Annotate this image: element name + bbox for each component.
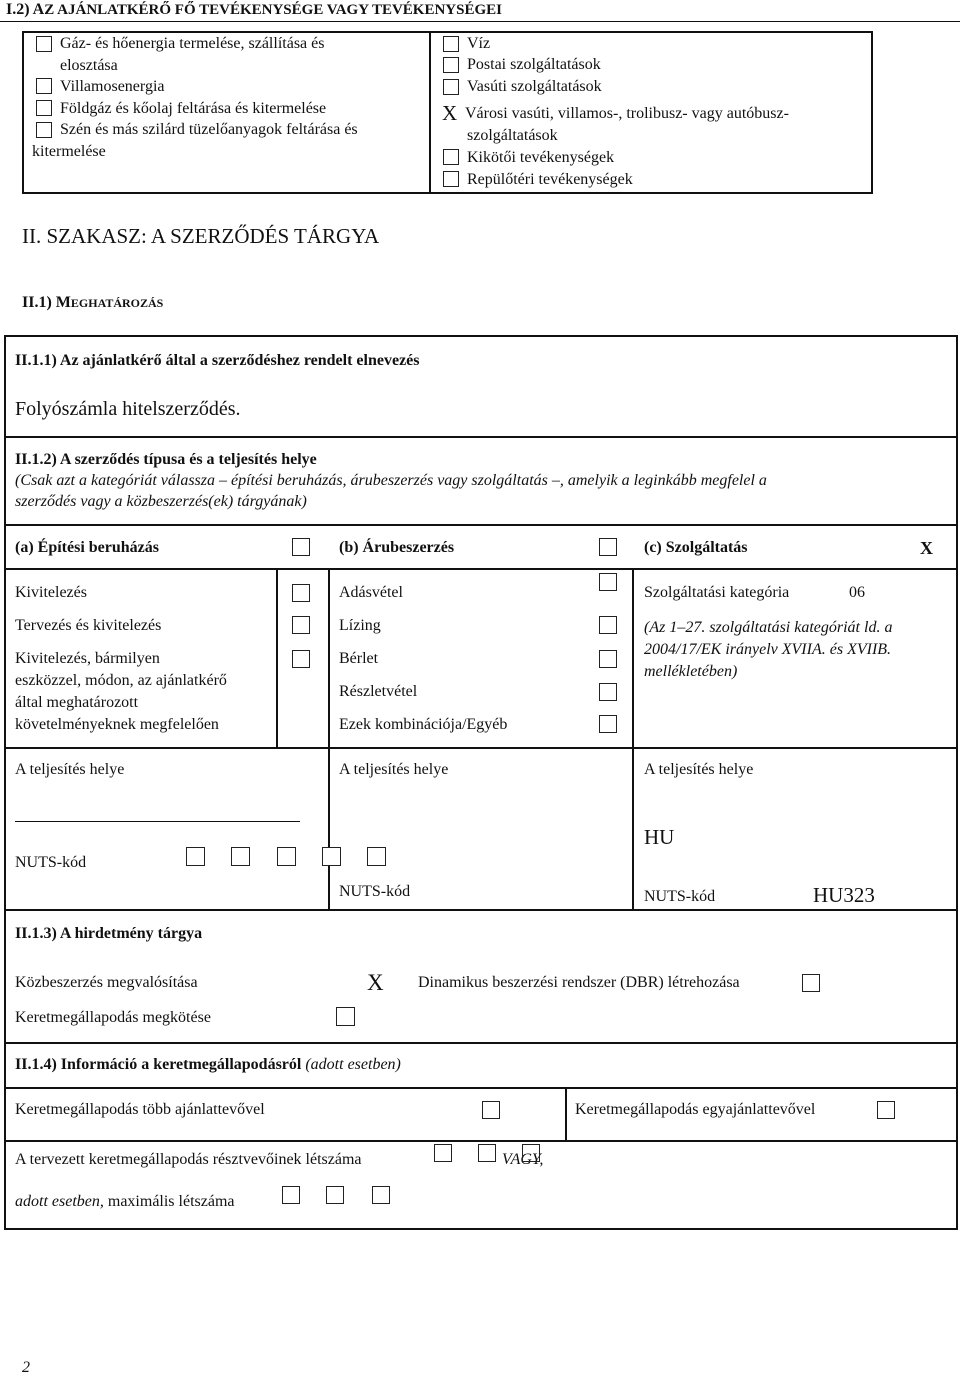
- checkbox-a-item-1[interactable]: [292, 584, 310, 602]
- checkbox-postal[interactable]: [443, 57, 459, 73]
- b-item-3: Bérlet: [339, 650, 379, 667]
- c-note-l1: (Az 1–27. szolgáltatási kategóriát ld. a: [644, 619, 893, 636]
- s213-opt1-label: Közbeszerzés megvalósítása: [15, 974, 198, 991]
- s213-opt2-label: Dinamikus beszerzési rendszer (DBR) létrehozása: [418, 974, 740, 991]
- s214-multi-label: Keretmegállapodás több ajánlattevővel: [15, 1101, 265, 1118]
- type-c-label: (c) Szolgáltatás: [644, 539, 748, 556]
- activity-oil-gas: Földgáz és kőolaj feltárása és kitermelése: [60, 100, 327, 117]
- c-nuts-value: HU323: [813, 883, 875, 907]
- checkbox-s214-multi[interactable]: [482, 1101, 500, 1119]
- checkbox-b-item-4[interactable]: [599, 683, 617, 701]
- a-item-3-l2: eszközzel, módon, az ajánlatkérő: [15, 672, 227, 689]
- divider-a-inner: [276, 570, 278, 748]
- checkbox-railway[interactable]: [443, 79, 459, 95]
- section-ii1-heading: [22, 292, 163, 314]
- checkbox-a-item-3[interactable]: [292, 650, 310, 668]
- a-nuts-box-3[interactable]: [277, 847, 296, 866]
- s214-max-rest: maximális létszáma: [107, 1193, 235, 1210]
- b-item-2: Lízing: [339, 617, 381, 634]
- a-nuts-label: NUTS-kód: [15, 854, 87, 871]
- activity-water: Víz: [467, 35, 491, 52]
- s213-heading: II.1.3) A hirdetmény tárgya: [15, 925, 203, 942]
- s214-planned-label: A tervezett keretmegállapodás résztvevőinek létszáma: [15, 1151, 362, 1168]
- s214-title: II.1.4) Információ a keretmegállapodásról: [15, 1056, 302, 1073]
- contract-name-value: Folyószámla hitelszerződés.: [15, 398, 241, 420]
- s214-max-label: [15, 1191, 235, 1213]
- checkbox-b-item-5[interactable]: [599, 715, 617, 733]
- c-nuts-label: NUTS-kód: [644, 888, 716, 905]
- activity-urban-transport-l1: Városi vasúti, villamos-, trolibusz- vagy autóbusz-: [465, 105, 789, 122]
- checkbox-type-a[interactable]: [292, 538, 310, 556]
- s214-title-note: (adott esetben): [305, 1056, 401, 1073]
- checkbox-s214-single[interactable]: [877, 1101, 895, 1119]
- checkbox-b-item-2[interactable]: [599, 616, 617, 634]
- max-box-3[interactable]: [372, 1186, 390, 1204]
- a-item-1: Kivitelezés: [15, 584, 87, 601]
- s211-heading: II.1.1) Az ajánlatkérő által a szerződéshez rendelt elnevezés: [15, 352, 420, 369]
- a-nuts-box-1[interactable]: [186, 847, 205, 866]
- planned-box-1[interactable]: [434, 1144, 452, 1162]
- section-heading-i2: I.2) AZ AJÁNLATKÉRŐ FŐ TEVÉKENYSÉGE VAGY TEVÉKENYSÉGEI: [6, 1, 502, 18]
- rule-after-s211: [4, 436, 958, 438]
- activity-coal-l2: kitermelése: [32, 143, 106, 160]
- max-box-2[interactable]: [326, 1186, 344, 1204]
- checkbox-type-b[interactable]: [599, 538, 617, 556]
- rule-after-s214-heading: [4, 1087, 958, 1089]
- s214-max-prefix: adott esetben,: [15, 1193, 104, 1210]
- c-place-label: A teljesítés helye: [644, 761, 754, 778]
- a-item-3-l4: követelményeknek megfelelően: [15, 716, 219, 733]
- checkbox-urban-transport-checked[interactable]: X: [442, 101, 458, 125]
- c-note-l3: mellékletében): [644, 663, 738, 680]
- a-nuts-box-4[interactable]: [322, 847, 341, 866]
- a-item-3-l3: által meghatározott: [15, 694, 139, 711]
- s21-prefix: II.1) M: [22, 294, 71, 311]
- activity-postal: Postai szolgáltatások: [467, 56, 601, 73]
- s214-single-label: Keretmegállapodás egyajánlattevővel: [575, 1101, 816, 1118]
- b-item-5: Ezek kombinációja/Egyéb: [339, 716, 508, 733]
- activity-airports: Repülőtéri tevékenységek: [467, 171, 633, 188]
- checkbox-a-item-2[interactable]: [292, 616, 310, 634]
- planned-box-2[interactable]: [478, 1144, 496, 1162]
- checkbox-b-item-3[interactable]: [599, 650, 617, 668]
- rule-before-place: [4, 747, 958, 749]
- activity-urban-transport-l2: szolgáltatások: [467, 127, 558, 144]
- activity-coal-l1: Szén és más szilárd tüzelőanyagok feltárása és: [60, 121, 358, 138]
- activity-ports: Kikötői tevékenységek: [467, 149, 615, 166]
- activity-gas-l2: elosztása: [60, 57, 118, 74]
- checkbox-electricity[interactable]: [36, 78, 52, 94]
- checkbox-oil-gas[interactable]: [36, 100, 52, 116]
- max-box-1[interactable]: [282, 1186, 300, 1204]
- s213-opt1-checked[interactable]: X: [367, 970, 384, 995]
- b-item-1: Adásvétel: [339, 584, 403, 601]
- a-item-3-l1: Kivitelezés, bármilyen: [15, 650, 160, 667]
- page-number: 2: [22, 1359, 30, 1376]
- header-rule: [0, 21, 960, 22]
- checkbox-coal[interactable]: [36, 122, 52, 138]
- rule-before-s213: [4, 909, 958, 911]
- rule-after-s214-options: [4, 1140, 958, 1142]
- s214-heading: [15, 1054, 401, 1076]
- a-item-2: Tervezés és kivitelezés: [15, 617, 162, 634]
- checkbox-b-item-1[interactable]: [599, 573, 617, 591]
- rule-before-types: [4, 524, 958, 526]
- a-place-line: [15, 821, 300, 822]
- checkbox-airports[interactable]: [443, 171, 459, 187]
- s212-note-l1: (Csak azt a kategóriát válassza – építési beruházás, árubeszerzés vagy szolgáltatás –, amelyik a leginkább megfelel a: [15, 472, 767, 489]
- checkbox-gas[interactable]: [36, 36, 52, 52]
- b-place-label: A teljesítés helye: [339, 761, 449, 778]
- a-place-label: A teljesítés helye: [15, 761, 125, 778]
- a-nuts-box-5[interactable]: [367, 847, 386, 866]
- checkbox-ports[interactable]: [443, 149, 459, 165]
- b-item-4: Részletvétel: [339, 683, 418, 700]
- section-ii-title: II. SZAKASZ: A SZERZŐDÉS TÁRGYA: [22, 224, 380, 248]
- checkbox-water[interactable]: [443, 36, 459, 52]
- type-b-label: (b) Árubeszerzés: [339, 539, 455, 556]
- s213-opt3-label: Keretmegállapodás megkötése: [15, 1009, 211, 1026]
- a-nuts-box-2[interactable]: [231, 847, 250, 866]
- c-category-value: 06: [849, 584, 865, 601]
- s21-rest: EGHATÁROZÁS: [70, 296, 164, 310]
- activity-railway: Vasúti szolgáltatások: [467, 78, 602, 95]
- activities-divider: [429, 31, 431, 194]
- checkbox-s213-opt2[interactable]: [802, 974, 820, 992]
- rule-before-s214: [4, 1042, 958, 1044]
- c-country-value: HU: [644, 825, 675, 849]
- activity-electricity: Villamosenergia: [60, 78, 165, 95]
- type-a-label: (a) Építési beruházás: [15, 539, 159, 556]
- s212-heading: II.1.2) A szerződés típusa és a teljesítés helye: [15, 451, 317, 468]
- c-note-l2: 2004/17/EK irányelv XVIIA. és XVIIB.: [644, 641, 892, 658]
- c-category-label: Szolgáltatási kategória: [644, 584, 790, 601]
- activity-gas-l1: Gáz- és hőenergia termelése, szállítása és: [60, 35, 325, 52]
- divider-b-c: [632, 570, 634, 910]
- s214-or: VAGY,: [502, 1151, 544, 1168]
- rule-after-types: [4, 568, 958, 570]
- s212-note-l2: szerződés vagy a közbeszerzés(ek) tárgyának): [15, 493, 307, 510]
- checkbox-s213-opt3[interactable]: [336, 1007, 355, 1026]
- b-nuts-label: NUTS-kód: [339, 883, 411, 900]
- planned-box-3[interactable]: [522, 1144, 540, 1162]
- checkbox-type-c-checked[interactable]: X: [920, 538, 933, 558]
- s214-divider: [565, 1089, 567, 1141]
